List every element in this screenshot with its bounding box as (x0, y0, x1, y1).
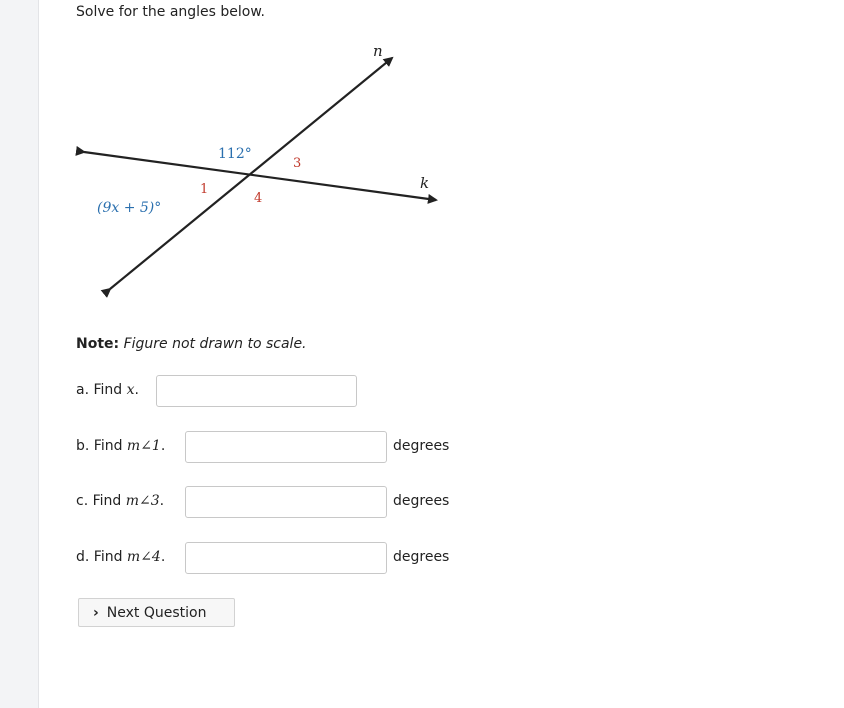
question-d-suffix: . (160, 549, 166, 565)
question-c-suffix: . (159, 493, 165, 509)
left-rail (0, 0, 39, 708)
question-c-prefix: c. Find (76, 493, 126, 509)
angle-expression-label: (9x + 5)° (97, 200, 162, 216)
question-c-label (76, 493, 164, 509)
question-d-prefix: d. Find (76, 549, 127, 565)
figure-note (76, 336, 307, 352)
line-n-label: n (373, 42, 383, 60)
unit-degrees-d: degrees (393, 549, 450, 565)
angle-4-label: 4 (254, 191, 263, 206)
question-b-label (76, 438, 165, 454)
angle-figure (70, 36, 450, 301)
next-question-label: Next Question (106, 604, 207, 621)
question-c-math: m∠3 (125, 493, 160, 509)
next-question-button[interactable] (78, 598, 235, 627)
angle-3-label: 3 (293, 156, 302, 171)
question-b-prefix: b. Find (76, 438, 127, 454)
problem-panel (40, 0, 844, 708)
unit-degrees-c: degrees (393, 493, 450, 509)
note-bold: Note: (76, 336, 120, 352)
problem-prompt: Solve for the angles below. (76, 4, 265, 20)
question-a-math: x (126, 382, 135, 398)
answer-angle-1-input[interactable] (185, 431, 387, 463)
question-b-suffix: . (160, 438, 166, 454)
question-a-label (76, 382, 139, 398)
answer-x-input[interactable] (156, 375, 357, 407)
line-k-label: k (420, 174, 430, 192)
question-d-label (76, 549, 165, 565)
note-italic: Figure not drawn to scale. (123, 336, 307, 352)
chevron-right-icon: › (93, 604, 99, 621)
angle-1-label: 1 (200, 182, 209, 197)
question-d-math: m∠4 (126, 549, 161, 565)
question-a-prefix: a. Find (76, 382, 127, 398)
unit-degrees-b: degrees (393, 438, 450, 454)
answer-angle-4-input[interactable] (185, 542, 387, 574)
answer-angle-3-input[interactable] (185, 486, 387, 518)
question-b-math: m∠1 (126, 438, 161, 454)
angle-112-label: 112° (218, 146, 252, 162)
line-n (110, 58, 392, 289)
question-a-suffix: . (134, 382, 139, 398)
